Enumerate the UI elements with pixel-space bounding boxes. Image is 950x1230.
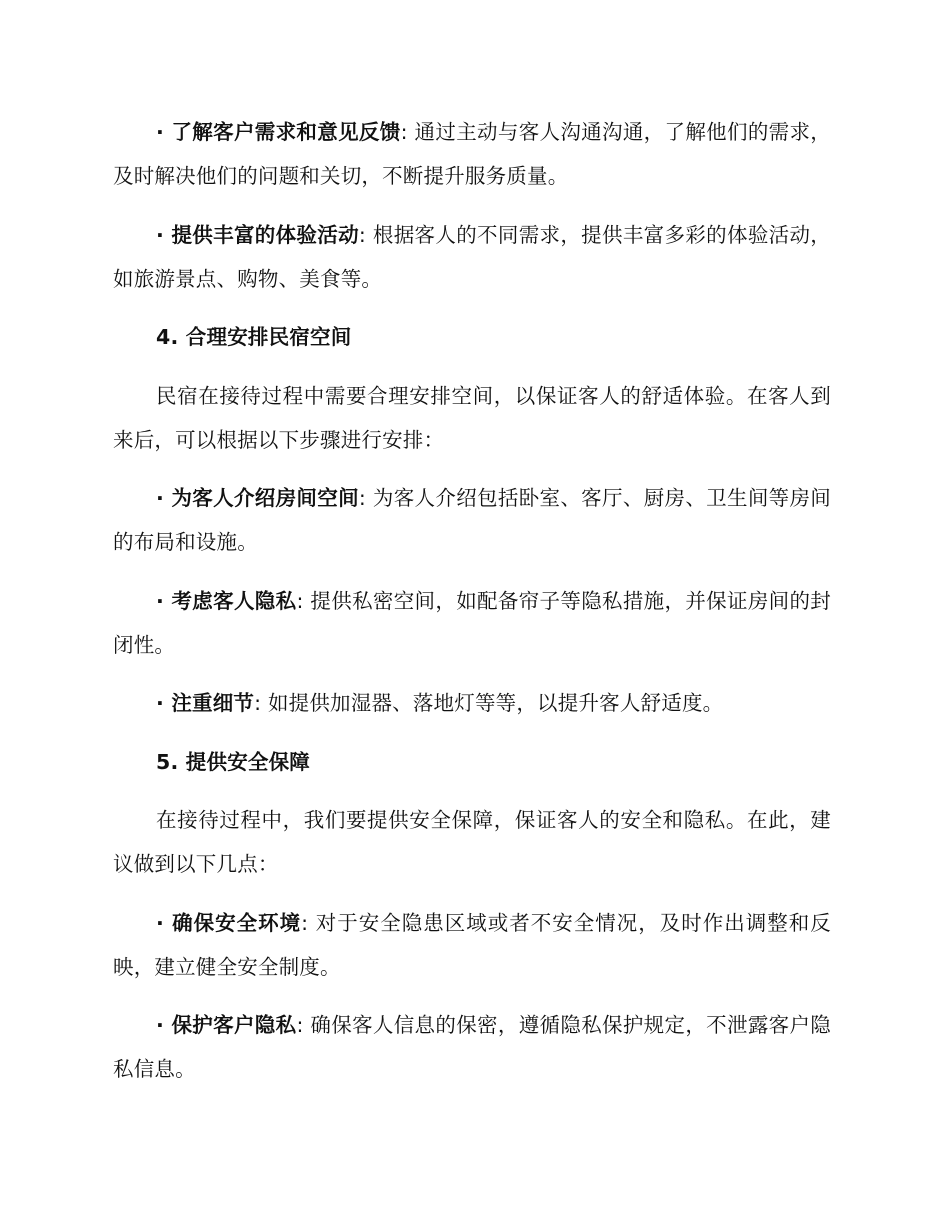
- bullet-body: 根据客人的不同需求，提供丰富多彩的体验活动，如旅游景点、购物、美食等。: [113, 222, 832, 291]
- bullet-title: · 确保安全环境: [156, 910, 302, 935]
- bullet-colon: :: [296, 588, 304, 613]
- bullet-body: 提供私密空间，如配备帘子等隐私措施，并保证房间的封闭性。: [113, 588, 832, 657]
- bullet-body: 通过主动与客人沟通沟通，了解他们的需求，及时解决他们的问题和关切，不断提升服务质量。: [113, 120, 832, 188]
- bullet-understand-needs: [113, 110, 831, 198]
- bullet-title: · 注重细节: [156, 691, 255, 715]
- bullet-colon: :: [296, 1013, 304, 1037]
- section-heading-4: 4. 合理安排民宿空间: [156, 325, 352, 349]
- bullet-body: 如提供加湿器、落地灯等等，以提升客人舒适度。: [267, 691, 724, 715]
- paragraph-safety-intro: 在接待过程中，我们要提供安全保障，保证客人的安全和隐私。在此，建议做到以下几点：: [113, 808, 831, 876]
- bullet-title: · 保护客户隐私: [156, 1013, 297, 1037]
- bullet-body: 对于安全隐患区域或者不安全情况，及时作出调整和反映，建立健全安全制度。: [113, 910, 832, 979]
- bullet-protect-privacy: [113, 1003, 831, 1091]
- bullet-colon: :: [254, 691, 262, 715]
- bullet-body: 为客人介绍包括卧室、客厅、厨房、卫生间等房间的布局和设施。: [113, 486, 832, 554]
- bullet-guest-privacy: [113, 579, 831, 667]
- bullet-title: · 为客人介绍房间空间: [156, 486, 359, 510]
- bullet-introduce-rooms: [113, 476, 831, 564]
- bullet-colon: :: [358, 222, 367, 247]
- bullet-title: · 考虑客人隐私: [156, 588, 297, 613]
- bullet-safe-environment: [113, 901, 831, 989]
- bullet-title: · 了解客户需求和意见反馈: [156, 120, 401, 144]
- document-body: [113, 110, 831, 1106]
- bullet-details: [113, 681, 831, 725]
- bullet-colon: :: [358, 486, 367, 510]
- bullet-colon: :: [301, 910, 309, 935]
- bullet-experience-activities: [113, 213, 831, 301]
- bullet-body: 确保客人信息的保密，遵循隐私保护规定，不泄露客户隐私信息。: [113, 1013, 832, 1081]
- section-heading-5: 5. 提供安全保障: [156, 749, 310, 774]
- bullet-title: · 提供丰富的体验活动: [156, 222, 359, 247]
- bullet-colon: :: [400, 120, 408, 144]
- paragraph-space-intro: 民宿在接待过程中需要合理安排空间，以保证客人的舒适体验。在客人到来后，可以根据以下步骤进行安排：: [113, 383, 831, 452]
